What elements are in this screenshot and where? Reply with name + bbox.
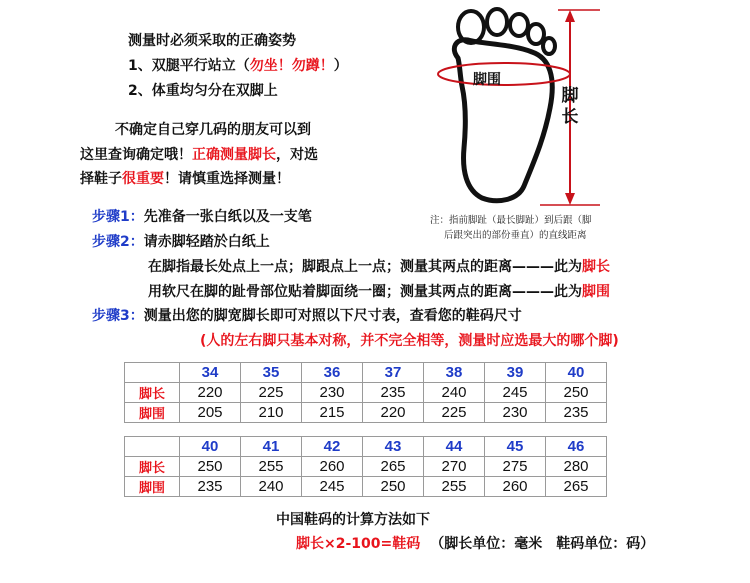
length-cell: 235 [363, 383, 424, 403]
step-2 [92, 233, 270, 251]
size-cell: 36 [302, 363, 363, 383]
size-cell: 35 [241, 363, 302, 383]
length-row-label: 脚长 [125, 457, 180, 477]
girth-cell: 225 [424, 403, 485, 423]
size-table-2 [124, 436, 607, 497]
step-2-sub-2 [148, 283, 610, 301]
step-3 [92, 307, 522, 325]
length-cell: 230 [302, 383, 363, 403]
girth-row [125, 403, 607, 423]
girth-cell: 210 [241, 403, 302, 423]
step-2-sub-2-text: 用软尺在脚的趾骨部位贴着脚面绕一圈；测量其两点的距离———此为 [148, 284, 582, 300]
step-2-sub-1-text: 在脚指最长处点上一点；脚跟点上一点；测量其两点的距离———此为 [148, 259, 582, 275]
length-row [125, 457, 607, 477]
size-cell: 40 [546, 363, 607, 383]
step-1-label: 步骤1： [92, 209, 144, 225]
length-arrowhead-top [565, 10, 575, 22]
formula [296, 535, 654, 553]
step-1 [92, 208, 312, 226]
intro-line-2 [80, 146, 318, 164]
step-2-sub-1-term: 脚长 [582, 259, 610, 275]
girth-cell: 245 [302, 477, 363, 497]
girth-cell: 260 [485, 477, 546, 497]
intro-line-2-suffix: ，对选 [276, 147, 318, 163]
intro-line-3-prefix: 择鞋子 [80, 171, 122, 187]
length-cell: 275 [485, 457, 546, 477]
length-row [125, 383, 607, 403]
length-cell: 270 [424, 457, 485, 477]
corner-cell [125, 363, 180, 383]
toe-4 [528, 24, 544, 44]
toe-3 [510, 14, 528, 36]
intro-line-3 [80, 170, 290, 188]
length-cell: 240 [424, 383, 485, 403]
girth-cell: 265 [546, 477, 607, 497]
length-cell: 265 [363, 457, 424, 477]
corner-cell [125, 437, 180, 457]
size-cell: 44 [424, 437, 485, 457]
size-cell: 38 [424, 363, 485, 383]
step-2-sub-1 [148, 258, 610, 276]
formula-units: （脚长单位：毫米 鞋码单位：码） [430, 536, 655, 552]
length-cell: 280 [546, 457, 607, 477]
size-cell: 39 [485, 363, 546, 383]
length-label: 脚长 [561, 86, 579, 127]
girth-cell: 240 [241, 477, 302, 497]
step-3-label: 步骤3： [92, 308, 144, 324]
intro-line-2-prefix: 这里查询确定哦！ [80, 147, 192, 163]
girth-cell: 235 [546, 403, 607, 423]
posture-item-1-suffix: ） [333, 58, 348, 74]
formula-title: 中国鞋码的计算方法如下 [276, 512, 430, 528]
intro-line-3-suffix: ！请慎重选择测量！ [164, 171, 290, 187]
girth-cell: 230 [485, 403, 546, 423]
posture-title: 测量时必须采取的正确姿势 [128, 33, 296, 49]
size-cell: 42 [302, 437, 363, 457]
step-2-sub-2-term: 脚围 [582, 284, 610, 300]
length-cell: 250 [546, 383, 607, 403]
posture-item-1-warning: 勿坐！勿蹲！ [249, 58, 334, 74]
length-cell: 255 [241, 457, 302, 477]
size-cell: 41 [241, 437, 302, 457]
step-1-text: 先准备一张白纸以及一支笔 [143, 209, 312, 225]
toe-2 [487, 9, 507, 35]
length-arrowhead-bottom [565, 193, 575, 205]
girth-cell: 215 [302, 403, 363, 423]
toe-5 [543, 38, 555, 54]
girth-label: 脚围 [473, 72, 501, 88]
intro-line-1: 不确定自己穿几码的朋友可以到 [115, 122, 311, 138]
foot-diagram [420, 0, 620, 212]
girth-row [125, 477, 607, 497]
intro-line-3-highlight: 很重要 [122, 171, 164, 187]
size-cell: 37 [363, 363, 424, 383]
girth-cell: 250 [363, 477, 424, 497]
length-cell: 245 [485, 383, 546, 403]
size-cell: 45 [485, 437, 546, 457]
measure-note-line-2: 后跟突出的部份垂直）的直线距离 [444, 230, 587, 241]
length-cell: 260 [302, 457, 363, 477]
measure-warning: (人的左右脚只基本对称，并不完全相等，测量时应选最大的哪个脚) [200, 333, 619, 349]
step-3-text: 测量出您的脚宽脚长即可对照以下尺寸表，查看您的鞋码尺寸 [143, 308, 522, 324]
posture-item-1 [128, 57, 348, 75]
formula-expression: 脚长×2-100=鞋码 [296, 536, 421, 552]
girth-cell: 220 [363, 403, 424, 423]
measure-note-line-1: 注：指前脚趾（最长脚趾）到后跟（脚 [430, 215, 592, 226]
size-cell: 34 [180, 363, 241, 383]
size-table-1 [124, 362, 607, 423]
size-cell: 43 [363, 437, 424, 457]
size-row [125, 363, 607, 383]
step-2-text: 请赤脚轻踏於白纸上 [143, 234, 270, 250]
size-row [125, 437, 607, 457]
length-cell: 250 [180, 457, 241, 477]
length-cell: 225 [241, 383, 302, 403]
girth-cell: 235 [180, 477, 241, 497]
intro-line-2-highlight: 正确测量脚长 [192, 147, 276, 163]
length-cell: 220 [180, 383, 241, 403]
step-2-label: 步骤2： [92, 234, 144, 250]
girth-cell: 205 [180, 403, 241, 423]
size-cell: 40 [180, 437, 241, 457]
posture-item-2: 2、体重均匀分在双脚上 [128, 83, 278, 99]
girth-cell: 255 [424, 477, 485, 497]
girth-row-label: 脚围 [125, 403, 180, 423]
posture-item-1-prefix: 1、双腿平行站立（ [128, 58, 250, 74]
girth-row-label: 脚围 [125, 477, 180, 497]
length-row-label: 脚长 [125, 383, 180, 403]
size-cell: 46 [546, 437, 607, 457]
